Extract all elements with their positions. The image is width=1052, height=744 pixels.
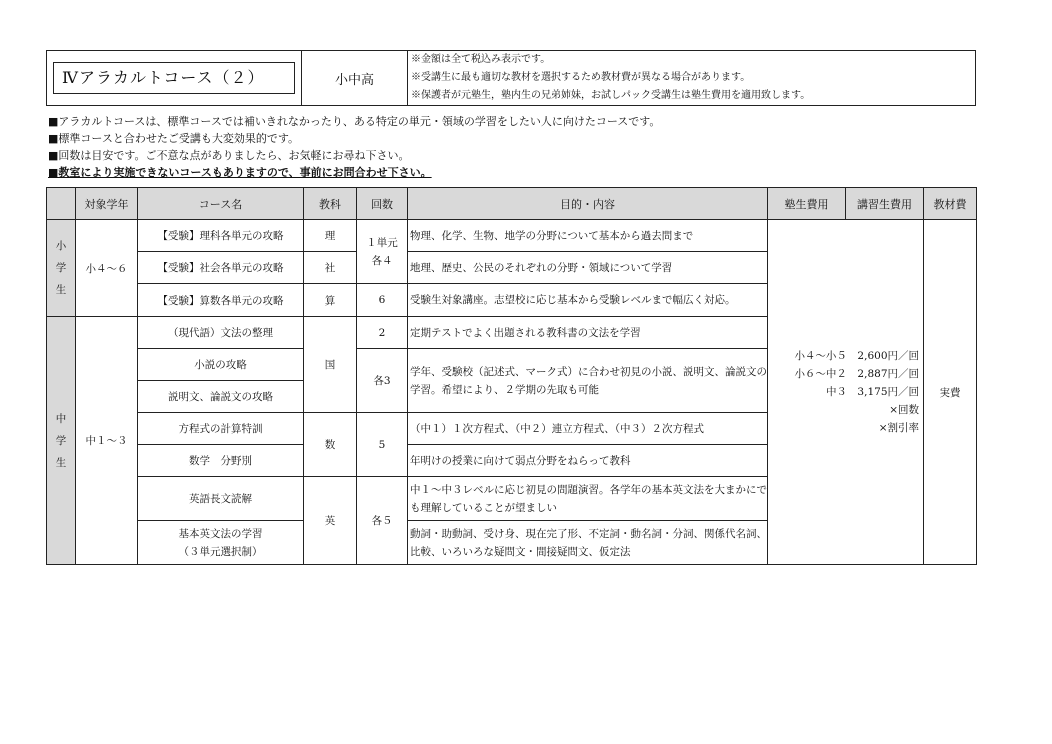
fee-info bbox=[768, 220, 924, 565]
count: １単元 各４ bbox=[357, 220, 408, 284]
material-fee: 実費 bbox=[924, 220, 977, 565]
intro-line-2: ■標準コースと合わせたご受講も大変効果的です。 bbox=[48, 132, 299, 145]
count: 5 bbox=[357, 413, 408, 477]
count: 各3 bbox=[357, 349, 408, 413]
fee-line-4: ×回数 bbox=[889, 404, 919, 416]
subject: 英 bbox=[304, 477, 357, 565]
intro-line-3: ■回数は目安です。ご不意な点がありましたら、お気軽にお尋ね下さい。 bbox=[48, 149, 410, 162]
corner-cell bbox=[47, 188, 76, 220]
fee-line-2: 小６～中２ 2,887円／回 bbox=[794, 368, 919, 380]
course-name: 【受験】社会各単元の攻略 bbox=[138, 252, 304, 284]
grade-range: 小中高 bbox=[302, 51, 408, 106]
section-label-elementary: 小 学 生 bbox=[47, 220, 76, 317]
fee-line-1: 小４～小５ 2,600円／回 bbox=[794, 350, 919, 362]
col-header-guest-fee: 講習生費用 bbox=[846, 188, 924, 220]
note-3: ※保護者が元塾生，塾内生の兄弟姉妹，お試しパック受講生は塾生費用を適用致します。 bbox=[411, 90, 811, 101]
course-name: （現代語）文法の整理 bbox=[138, 317, 304, 349]
course-name: 【受験】理科各単元の攻略 bbox=[138, 220, 304, 252]
course-table bbox=[46, 187, 977, 565]
subject: 国 bbox=[304, 317, 357, 413]
col-header-material: 教材費 bbox=[924, 188, 977, 220]
intro-line-4: ■教室により実施できないコースもありますので、事前にお問合わせ下さい。 bbox=[48, 166, 432, 179]
count: 各５ bbox=[357, 477, 408, 565]
subject: 数 bbox=[304, 413, 357, 477]
course-name: 小説の攻略 bbox=[138, 349, 304, 381]
course-name-main: 基本英文法の学習 bbox=[178, 527, 263, 540]
col-header-count: 回数 bbox=[357, 188, 408, 220]
col-header-course: コース名 bbox=[138, 188, 304, 220]
grade-elementary: 小４～６ bbox=[76, 220, 138, 317]
course-name: 説明文、論説文の攻略 bbox=[138, 381, 304, 413]
subject: 社 bbox=[304, 252, 357, 284]
course-name: 数学 分野別 bbox=[138, 445, 304, 477]
col-header-member-fee: 塾生費用 bbox=[768, 188, 846, 220]
col-header-subject: 教科 bbox=[304, 188, 357, 220]
header-table bbox=[46, 50, 976, 106]
header-row bbox=[47, 188, 977, 220]
subject: 理 bbox=[304, 220, 357, 252]
title-cell bbox=[47, 51, 302, 106]
purpose: 年明けの授業に向けて弱点分野をねらって教科 bbox=[408, 445, 768, 477]
count: 6 bbox=[357, 284, 408, 317]
course-name: 方程式の計算特訓 bbox=[138, 413, 304, 445]
intro-line-1: ■アラカルトコースは、標準コースでは補いきれなかったり、ある特定の単元・領域の学習をしたい人に向けたコースです。 bbox=[48, 115, 661, 128]
note-2: ※受講生に最も適切な教材を選択するため教材費が異なる場合があります。 bbox=[411, 72, 751, 83]
fee-line-5: ×割引率 bbox=[878, 422, 919, 434]
subject: 算 bbox=[304, 284, 357, 317]
course-name: 英語長文読解 bbox=[138, 477, 304, 521]
purpose: 物理、化学、生物、地学の分野について基本から過去問まで bbox=[408, 220, 768, 252]
intro bbox=[48, 113, 660, 181]
col-header-grade: 対象学年 bbox=[76, 188, 138, 220]
page-title: Ⅳアラカルトコース（２） bbox=[53, 62, 295, 94]
course-name: 【受験】算数各単元の攻略 bbox=[138, 284, 304, 317]
purpose: 動詞・助動詞、受け身、現在完了形、不定詞・動名詞・分詞、関係代名詞、比較、いろいろな疑問文・間接疑問文、仮定法 bbox=[408, 521, 768, 565]
purpose: 中１～中３レベルに応じ初見の問題演習。各学年の基本英文法を大まかにでも理解していることが望ましい bbox=[408, 477, 768, 521]
fee-line-3: 中３ 3,175円／回 bbox=[825, 386, 919, 398]
notes bbox=[408, 51, 976, 106]
col-header-purpose: 目的・内容 bbox=[408, 188, 768, 220]
section-label-junior: 中 学 生 bbox=[47, 317, 76, 565]
count: 2 bbox=[357, 317, 408, 349]
purpose: 受験生対象講座。志望校に応じ基本から受験レベルまで幅広く対応。 bbox=[408, 284, 768, 317]
purpose: 学年、受験校（記述式、マーク式）に合わせ初見の小説、説明文、論説文の学習。希望により、２学期の先取も可能 bbox=[408, 349, 768, 413]
grade-junior: 中１～３ bbox=[76, 317, 138, 565]
purpose: 定期テストでよく出題される教科書の文法を学習 bbox=[408, 317, 768, 349]
purpose: （中１）１次方程式、（中２）連立方程式、（中３）２次方程式 bbox=[408, 413, 768, 445]
purpose: 地理、歴史、公民のそれぞれの分野・領域について学習 bbox=[408, 252, 768, 284]
course-name-sub: （３単元選択制） bbox=[178, 545, 263, 558]
course-name bbox=[138, 521, 304, 565]
note-1: ※金額は全て税込み表示です。 bbox=[411, 54, 551, 65]
table-row bbox=[47, 220, 977, 252]
